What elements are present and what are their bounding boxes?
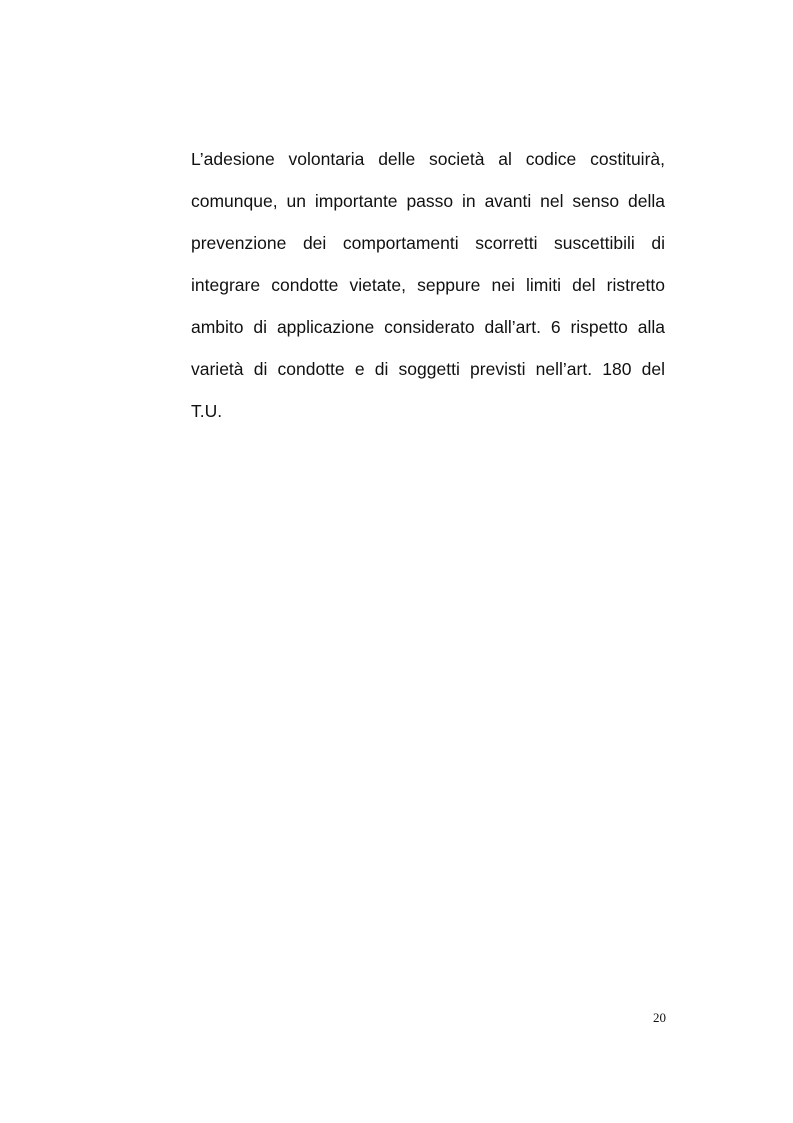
paragraph-line: varietà di condotte e di soggetti previsti nell’art. 180 del [191,359,665,379]
paragraph-line: T.U. [191,401,223,421]
paragraph-line: integrare condotte vietate, seppure nei limiti del ristretto [191,275,665,295]
paragraph-line: prevenzione dei comportamenti scorretti suscettibili di [191,233,665,253]
page-number: 20 [653,1010,666,1025]
paragraph-line: ambito di applicazione considerato dall’art. 6 rispetto alla [191,317,665,337]
paragraph-line: L’adesione volontaria delle società al codice costituirà, [191,149,665,169]
paragraph-line: comunque, un importante passo in avanti nel senso della [191,191,665,211]
body-paragraph [191,138,665,432]
